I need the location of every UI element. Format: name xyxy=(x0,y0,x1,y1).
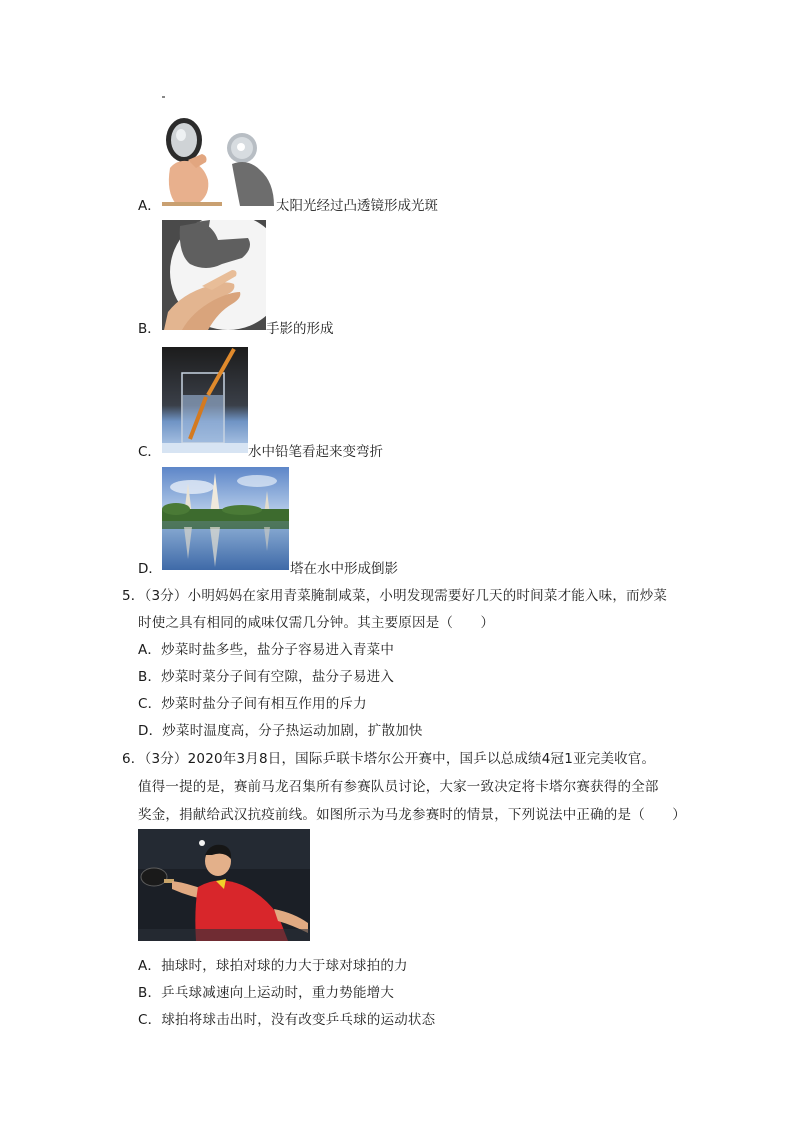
q4-option-b-caption: 手影的形成 xyxy=(266,321,334,337)
q4-option-b-letter: B． xyxy=(138,321,161,337)
q4-option-d-letter: D． xyxy=(138,561,162,577)
q4-option-c-caption: 水中铅笔看起来变弯折 xyxy=(248,444,383,460)
q6-stem-line-2: 值得一提的是，赛前马龙召集所有参赛队员讨论，大家一致决定将卡塔尔赛获得的全部 xyxy=(138,779,659,795)
q5-stem-line-1: 5．（3分）小明妈妈在家用青菜腌制咸菜，小明发现需要好几天的时间菜才能入味，而炒菜 xyxy=(122,588,668,604)
q6-option-a: A．抽球时，球拍对球的力大于球对球拍的力 xyxy=(138,958,408,974)
q5-option-b: B．炒菜时菜分子间有空隙，盐分子易进入 xyxy=(138,669,395,685)
q6-stem-line-1: 6．（3分）2020年3月8日，国际乒联卡塔尔公开赛中，国乒以总成绩4冠1亚完美收官。 xyxy=(122,751,656,767)
table-tennis-player-image xyxy=(138,829,310,941)
pagoda-reflection-image xyxy=(162,467,289,570)
q6-stem-line-3: 奖金，捐献给武汉抗疫前线。如图所示为马龙参赛时的情景，下列说法中正确的是（ ） xyxy=(138,807,686,823)
q4-option-a-caption: 太阳光经过凸透镜形成光斑 xyxy=(276,198,438,214)
q5-option-c: C．炒菜时盐分子间有相互作用的斥力 xyxy=(138,696,367,712)
q5-option-d: D．炒菜时温度高，分子热运动加剧，扩散加快 xyxy=(138,723,423,739)
q6-option-b: B．乒乓球减速向上运动时，重力势能增大 xyxy=(138,985,395,1001)
q4-option-a-letter: A． xyxy=(138,198,161,214)
q5-option-a: A．炒菜时盐多些，盐分子容易进入青菜中 xyxy=(138,642,395,658)
magnifier-light-spot-image xyxy=(162,96,276,206)
pencil-in-water-image xyxy=(162,347,248,453)
q4-option-c-letter: C． xyxy=(138,444,161,460)
hand-shadow-image xyxy=(162,220,266,330)
q6-option-c: C．球拍将球击出时，没有改变乒乓球的运动状态 xyxy=(138,1012,436,1028)
q5-stem-line-2: 时使之具有相同的咸味仅需几分钟。其主要原因是（ ） xyxy=(138,615,495,631)
q4-option-d-caption: 塔在水中形成倒影 xyxy=(290,561,398,577)
